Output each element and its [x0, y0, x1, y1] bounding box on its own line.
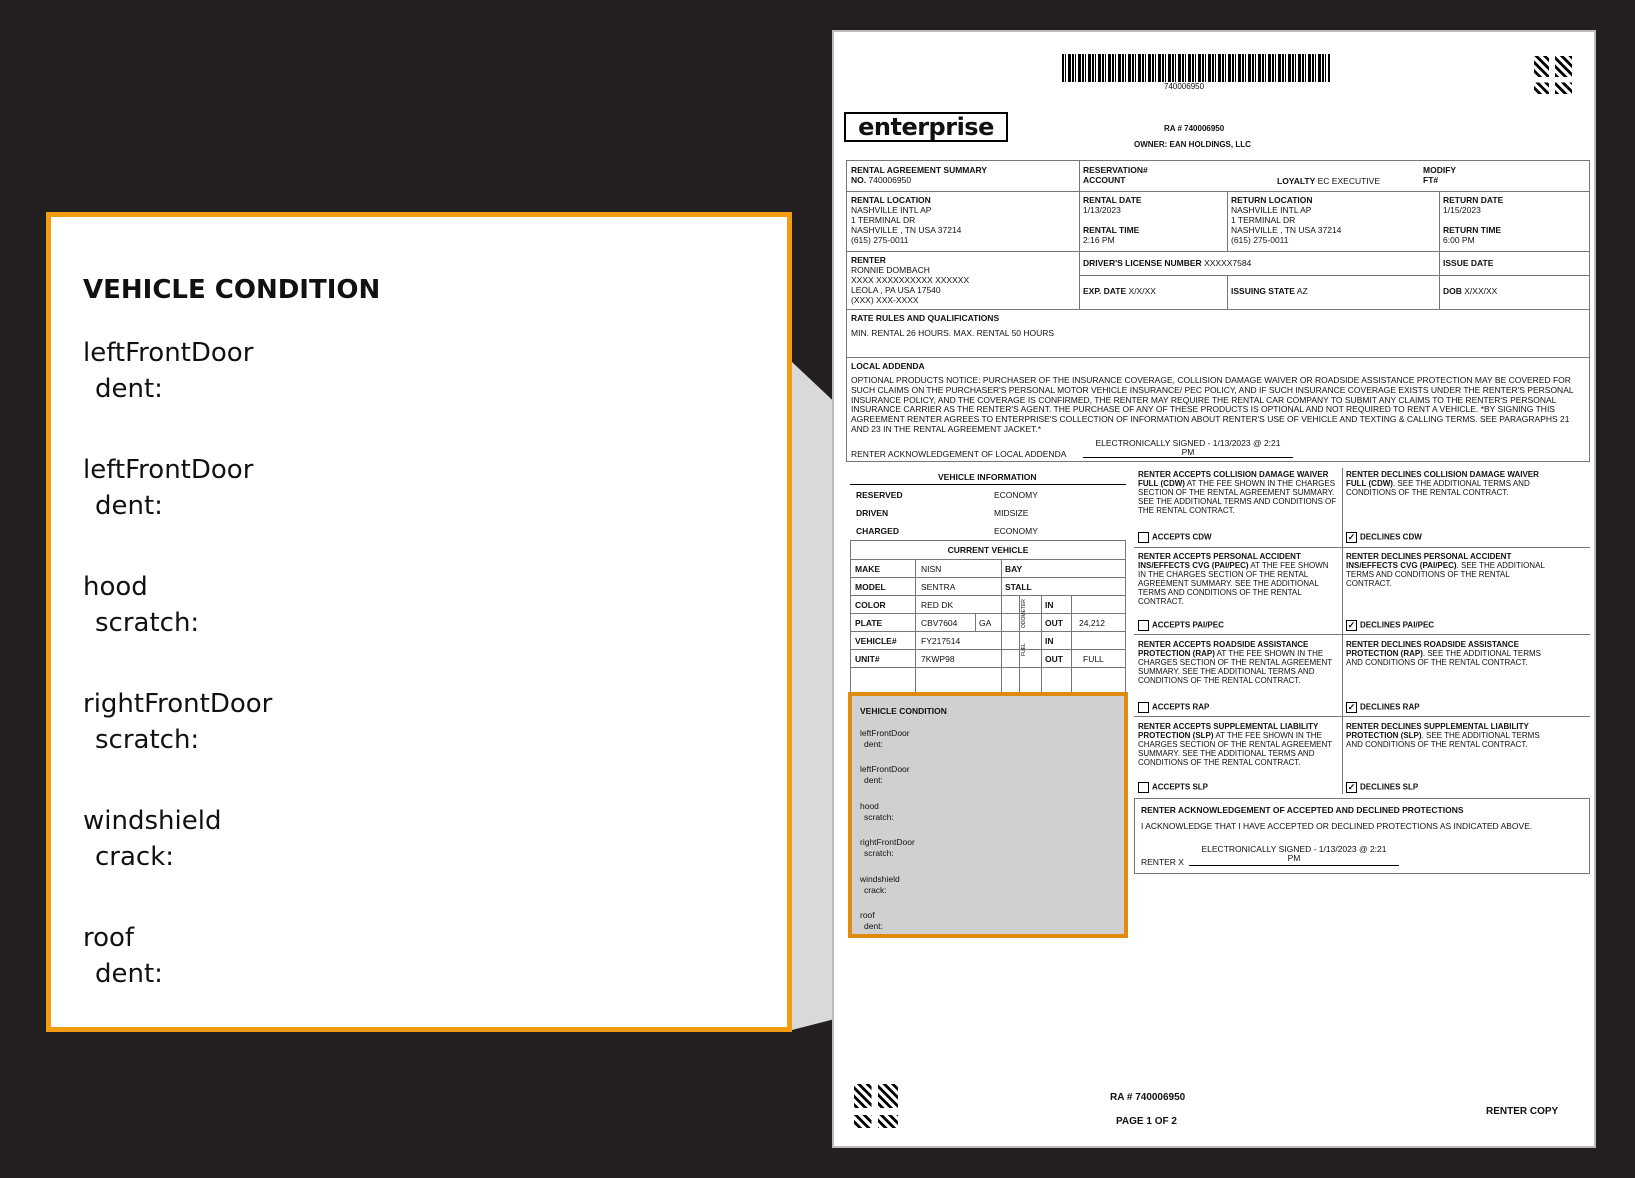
barcode	[1062, 54, 1330, 82]
fuel-out-label: OUT	[1045, 654, 1063, 664]
zoom-part: hood	[83, 572, 148, 602]
issue-date: ISSUE DATE	[1443, 258, 1494, 268]
current-vehicle-title: CURRENT VEHICLE	[947, 545, 1029, 555]
unit-value: 7KWP98	[921, 654, 955, 664]
checkbox-empty	[1138, 782, 1149, 793]
zoom-condition: dent:	[95, 959, 163, 989]
vc-item: leftFrontDoor dent:	[860, 764, 910, 785]
renter-cell: RENTER RONNIE DOMBACH XXXX XXXXXXXXXX XXXXXX LEOLA , PA USA 17540 (XXX) XXX-XXXX	[851, 255, 970, 305]
stall-label: STALL	[1005, 582, 1032, 592]
summary-cell: RENTAL AGREEMENT SUMMARY NO. 740006950	[851, 165, 987, 185]
color-value: RED DK	[921, 600, 954, 610]
protections-grid	[1134, 468, 1590, 878]
checkmark-icon: ✓	[1347, 782, 1356, 792]
zoom-item	[83, 452, 253, 524]
declines-slp-checkbox[interactable]: ✓ DECLINES SLP	[1347, 782, 1419, 792]
decline-rap-text: RENTER DECLINES ROADSIDE ASSISTANCE PROTECTION (RAP). SEE THE ADDITIONAL TERMS AND CONDITIONS OF THE RENTAL CONTRACT.	[1346, 640, 1541, 667]
vehicle-no-value: FY217514	[921, 636, 961, 646]
charged-label: CHARGED	[856, 526, 899, 536]
vc-item: windshield crack:	[860, 874, 900, 895]
ack-protections-box	[1134, 798, 1590, 874]
zoom-part: windshield	[83, 806, 222, 836]
loyalty: LOYALTY EC EXECUTIVE	[1277, 176, 1380, 186]
zoom-condition: scratch:	[95, 725, 200, 755]
bay-label: BAY	[1005, 564, 1023, 574]
zoom-condition: scratch:	[95, 608, 200, 638]
issuing-state: ISSUING STATE AZ	[1231, 286, 1308, 296]
declines-rap-checkbox[interactable]: ✓ DECLINES RAP	[1347, 702, 1420, 712]
model-label: MODEL	[855, 582, 886, 592]
accept-slp-text: RENTER ACCEPTS SUPPLEMENTAL LIABILITY PROTECTION (SLP) AT THE FEE SHOWN IN THE CHARGES SECTION OF THE RENTAL AGREEMENT SUMMARY. SEE THE ADDITIONAL TERMS AND CONDITIONS OF THE RENTAL CONTRACT.	[1138, 722, 1332, 767]
return-location-cell: RETURN LOCATION NASHVILLE INTL AP 1 TERMINAL DR NASHVILLE , TN USA 37214 (615) 275-0011	[1231, 195, 1342, 245]
rental-location-cell: RENTAL LOCATION NASHVILLE INTL AP 1 TERMINAL DR NASHVILLE , TN USA 37214 (615) 275-0011	[851, 195, 962, 245]
unit-label: UNIT#	[855, 654, 880, 664]
zoom-condition: dent:	[95, 374, 163, 404]
decline-cdw-text: RENTER DECLINES COLLISION DAMAGE WAIVER FULL (CDW). SEE THE ADDITIONAL TERMS AND CONDITIONS OF THE RENTAL CONTRACT.	[1346, 470, 1539, 497]
renter-x-label: RENTER X	[1141, 857, 1184, 867]
zoom-callout	[46, 212, 792, 1032]
vehicle-no-label: VEHICLE#	[855, 636, 897, 646]
agreement-grid	[846, 160, 1590, 462]
plate-label: PLATE	[855, 618, 883, 628]
checkbox-empty	[1138, 702, 1149, 713]
accepts-rap-checkbox[interactable]: ACCEPTS RAP	[1138, 702, 1209, 713]
dob: DOB X/XX/XX	[1443, 286, 1498, 296]
odometer-label: ODOMETER	[1021, 599, 1027, 629]
drivers-license: DRIVER'S LICENSE NUMBER XXXXX7584	[1083, 258, 1252, 268]
checkmark-icon: ✓	[1347, 620, 1356, 630]
qr-code-top	[1534, 56, 1572, 94]
zoom-part: rightFrontDoor	[83, 689, 273, 719]
owner: OWNER: EAN HOLDINGS, LLC	[1134, 140, 1251, 149]
fuel-out-value: FULL	[1083, 654, 1104, 664]
zoom-item	[83, 803, 221, 875]
footer-ra-number: RA # 740006950	[1110, 1092, 1186, 1103]
accepts-pai-checkbox[interactable]: ACCEPTS PAI/PEC	[1138, 620, 1224, 631]
current-vehicle-table	[850, 540, 1126, 694]
vc-item: rightFrontDoor scratch:	[860, 837, 915, 858]
checkbox-empty	[1138, 532, 1149, 543]
ack-local-addenda: RENTER ACKNOWLEDGEMENT OF LOCAL ADDENDA	[851, 449, 1067, 459]
make-label: MAKE	[855, 564, 881, 574]
decline-slp-text: RENTER DECLINES SUPPLEMENTAL LIABILITY PROTECTION (SLP). SEE THE ADDITIONAL TERMS AND CONDITIONS OF THE RENTAL CONTRACT.	[1346, 722, 1540, 749]
fuel-label: FUEL	[1021, 643, 1027, 657]
zoom-part: leftFrontDoor	[83, 338, 254, 368]
reserved-value: ECONOMY	[994, 490, 1038, 500]
zoom-part: roof	[83, 923, 135, 953]
ra-number: RA # 740006950	[1164, 124, 1225, 133]
esign-protections: ELECTRONICALLY SIGNED - 1/13/2023 @ 2:21 PM	[1201, 844, 1387, 863]
esign-local: ELECTRONICALLY SIGNED - 1/13/2023 @ 2:21 PM	[1095, 438, 1281, 457]
enterprise-logo: enterprise	[844, 112, 1008, 142]
reservation-cell: RESERVATION# ACCOUNT	[1083, 165, 1148, 185]
zoom-item	[83, 686, 272, 758]
declines-pai-checkbox[interactable]: ✓ DECLINES PAI/PEC	[1347, 620, 1435, 630]
zoom-item	[83, 569, 199, 641]
declines-cdw-checkbox[interactable]: ✓ DECLINES CDW	[1347, 532, 1422, 542]
return-date-cell: RETURN DATE 1/15/2023 RETURN TIME 6:00 PM	[1443, 195, 1504, 245]
renter-copy: RENTER COPY	[1486, 1106, 1559, 1117]
qr-code-bottom	[854, 1084, 898, 1128]
local-addenda: LOCAL ADDENDA OPTIONAL PRODUCTS NOTICE: PURCHASER OF THE INSURANCE COVERAGE, COLLISION DAMAGE WAIVER OR ROADSIDE ASSISTANCE PROTECTION MAY BE COVERED FOR SUCH CLAIMS ON THE PURCHASER'S PERSONAL MOTOR VEHICLE INSURANCE/ PEC POLICY, AND IF SUCH INSURANCE COVERAGE EXISTS UNDER THE RENTER'S PERSONAL INSURANCE POLICY, AND THE COVERAGE IS CONFIRMED, THE RENTER MAY REQUIRE THE RENTAL CAR COMPANY TO SUBMIT ANY CLAIMS TO THE RENTER'S PERSONAL INSURANCE CARRIER AS THE RENTER'S AGENT. THE PURCHASE OF ANY OF THESE PRODUCTS IS OPTIONAL AND NOT REQUIRED TO RENT A VEHICLE. *BY SIGNING THIS AGREEMENT RENTER AGREES TO ENTERPRISE'S COLLECTION OF INFORMATION ABOUT RENTER'S USE OF VEHICLE AND TEXTING & CALLING TERMS. SEE PARAGRAPHS 21 AND 23 IN THE RENTAL AGREEMENT JACKET.*	[851, 361, 1574, 434]
odometer-out-value: 24,212	[1079, 618, 1105, 628]
page-number: PAGE 1 OF 2	[1116, 1116, 1177, 1127]
plate-value: CBV7604	[921, 618, 958, 628]
vc-item: roof dent:	[860, 910, 883, 931]
zoom-condition: dent:	[95, 491, 163, 521]
rental-date-cell: RENTAL DATE 1/13/2023 RENTAL TIME 2:16 PM	[1083, 195, 1142, 245]
odometer-out-label: OUT	[1045, 618, 1063, 628]
driven-value: MIDSIZE	[994, 508, 1029, 518]
vehicle-info-title: VEHICLE INFORMATION	[938, 472, 1037, 482]
zoom-condition: crack:	[95, 842, 175, 872]
color-label: COLOR	[855, 600, 886, 610]
model-value: SENTRA	[921, 582, 956, 592]
zoom-item	[83, 920, 163, 992]
accepts-slp-checkbox[interactable]: ACCEPTS SLP	[1138, 782, 1208, 793]
rate-rules: RATE RULES AND QUALIFICATIONS MIN. RENTAL 26 HOURS. MAX. RENTAL 50 HOURS	[851, 313, 1055, 338]
odometer-in-label: IN	[1045, 600, 1054, 610]
decline-pai-text: RENTER DECLINES PERSONAL ACCIDENT INS/EFFECTS CVG (PAI/PEC). SEE THE ADDITIONAL TERMS AND CONDITIONS OF THE RENTAL CONTRACT.	[1346, 552, 1545, 588]
accept-pai-text: RENTER ACCEPTS PERSONAL ACCIDENT INS/EFFECTS CVG (PAI/PEC) AT THE FEE SHOWN IN THE CHARGES SECTION OF THE RENTAL AGREEMENT SUMMARY. SEE THE ADDITIONAL TERMS AND CONDITIONS OF THE RENTAL CONTRACT.	[1138, 552, 1329, 606]
accepts-cdw-checkbox[interactable]: ACCEPTS CDW	[1138, 532, 1212, 543]
make-value: NISN	[921, 564, 942, 574]
barcode-number: 740006950	[1164, 82, 1205, 91]
reserved-label: RESERVED	[856, 490, 903, 500]
vc-title: VEHICLE CONDITION	[860, 706, 947, 716]
modify-cell: MODIFY FT#	[1423, 165, 1457, 185]
vehicle-condition-highlight	[848, 692, 1128, 938]
ack-protections-title: RENTER ACKNOWLEDGEMENT OF ACCEPTED AND DECLINED PROTECTIONS	[1141, 805, 1464, 815]
plate-state: GA	[979, 618, 992, 628]
accept-rap-text: RENTER ACCEPTS ROADSIDE ASSISTANCE PROTECTION (RAP) AT THE FEE SHOWN IN THE CHARGES SECTION OF THE RENTAL AGREEMENT SUMMARY. SEE THE ADDITIONAL TERMS AND CONDITIONS OF THE RENTAL CONTRACT.	[1138, 640, 1332, 685]
driven-label: DRIVEN	[856, 508, 889, 518]
vc-item: leftFrontDoor dent:	[860, 728, 910, 749]
charged-value: ECONOMY	[994, 526, 1038, 536]
ack-protections-text: I ACKNOWLEDGE THAT I HAVE ACCEPTED OR DECLINED PROTECTIONS AS INDICATED ABOVE.	[1141, 821, 1533, 831]
checkmark-icon: ✓	[1347, 532, 1356, 542]
zoom-item	[83, 335, 253, 407]
zoom-part: leftFrontDoor	[83, 455, 254, 485]
zoom-title: VEHICLE CONDITION	[83, 275, 381, 305]
accept-cdw-text: RENTER ACCEPTS COLLISION DAMAGE WAIVER FULL (CDW) AT THE FEE SHOWN IN THE CHARGES SECTION OF THE RENTAL AGREEMENT SUMMARY. SEE THE ADDITIONAL TERMS AND CONDITIONS OF THE RENTAL CONTRACT.	[1138, 470, 1337, 515]
fuel-in-label: IN	[1045, 636, 1054, 646]
rental-agreement-document	[832, 30, 1596, 1148]
exp-date: EXP. DATE X/X/XX	[1083, 286, 1156, 296]
checkbox-empty	[1138, 620, 1149, 631]
checkmark-icon: ✓	[1347, 702, 1356, 712]
vc-item: hood scratch:	[860, 801, 894, 822]
